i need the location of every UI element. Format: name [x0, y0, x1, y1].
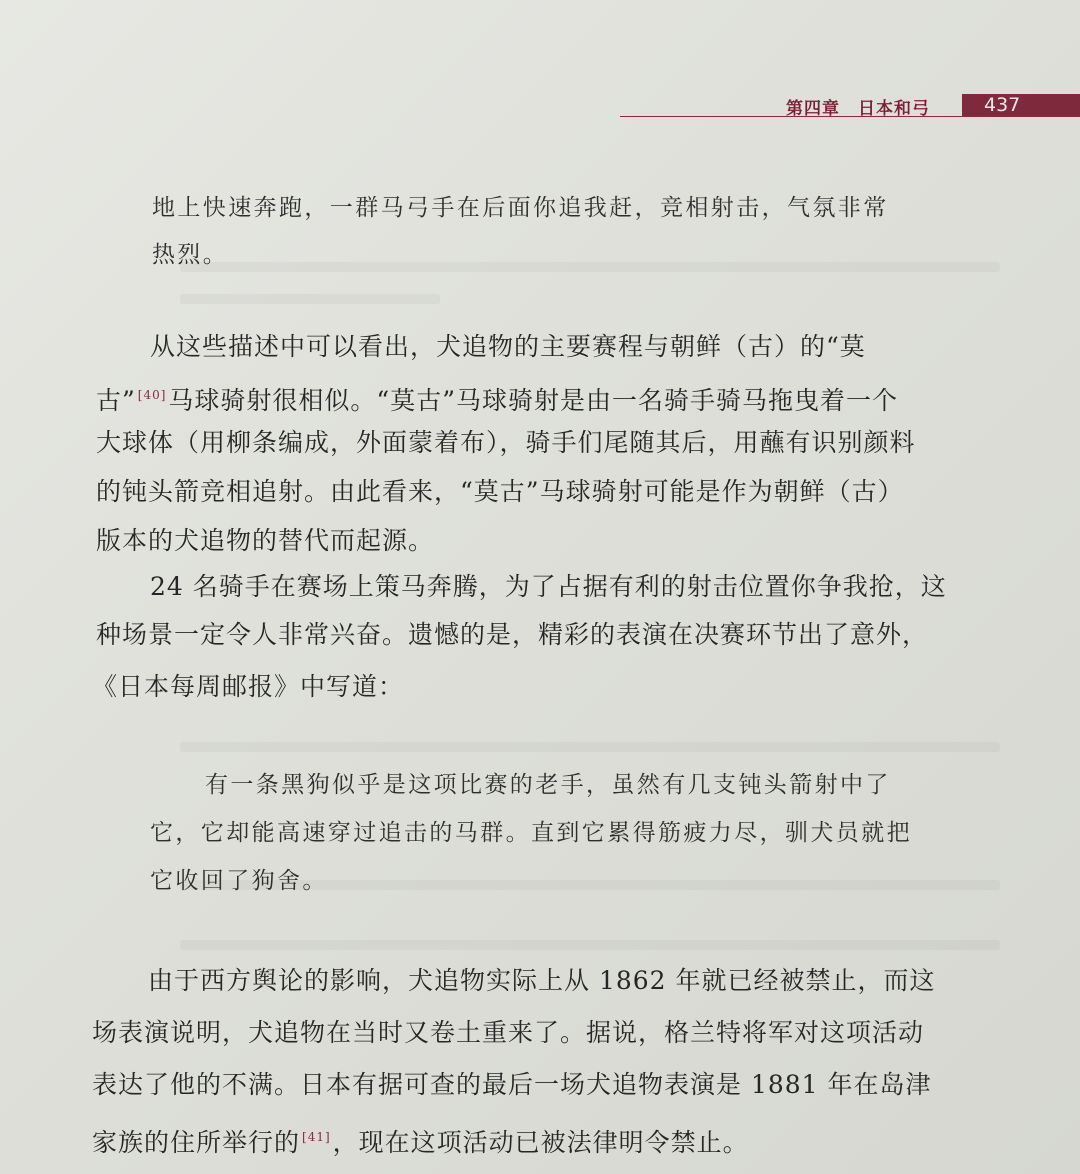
paragraph-line: 从这些描述中可以看出，犬追物的主要赛程与朝鲜（古）的“莫 — [150, 332, 866, 361]
show-through-mark — [180, 294, 440, 304]
paragraph-line: 场表演说明，犬追物在当时又卷土重来了。据说，格兰特将军对这项活动 — [92, 1018, 925, 1047]
quote-line: 热烈。 — [152, 242, 229, 268]
text-run: ，现在这项活动已被法律明令禁止。 — [332, 1128, 749, 1157]
paragraph-line: 表达了他的不满。日本有据可查的最后一场犬追物表演是 1881 年在岛津 — [92, 1070, 932, 1099]
paragraph-line: 《日本每周邮报》中写道： — [92, 672, 405, 701]
paragraph-line: 由于西方舆论的影响，犬追物实际上从 1862 年就已经被禁止，而这 — [148, 966, 936, 995]
show-through-mark — [180, 262, 1000, 272]
quote-line: 地上快速奔跑，一群马弓手在后面你追我赶，竞相射击，气氛非常 — [152, 195, 889, 221]
quote-line: 有一条黑狗似乎是这项比赛的老手，虽然有几支钝头箭射中了 — [205, 772, 891, 798]
footnote-ref: [41] — [302, 1130, 331, 1144]
show-through-mark — [180, 742, 1000, 752]
show-through-mark — [180, 940, 1000, 950]
quote-line: 它，它却能高速穿过追击的马群。直到它累得筋疲力尽，驯犬员就把 — [150, 820, 912, 846]
running-header — [0, 94, 1080, 120]
paragraph-line — [92, 1122, 749, 1158]
paragraph-line: 版本的犬追物的替代而起源。 — [96, 526, 435, 555]
text-run: 古” — [96, 386, 136, 415]
chapter-title: 第四章 日本和弓 — [786, 99, 930, 119]
paragraph-line: 种场景一定令人非常兴奋。遗憾的是，精彩的表演在决赛环节出了意外， — [96, 620, 929, 649]
paragraph-line — [96, 380, 898, 416]
paragraph-line: 的钝头箭竞相追射。由此看来，“莫古”马球骑射可能是作为朝鲜（古） — [96, 477, 904, 506]
paragraph-line: 大球体（用柳条编成，外面蒙着布），骑手们尾随其后，用蘸有识别颜料 — [96, 428, 916, 457]
page-number: 437 — [962, 94, 1080, 116]
paragraph-line: 24 名骑手在赛场上策马奔腾，为了占据有利的射击位置你争我抢，这 — [150, 572, 947, 601]
footnote-ref: [40] — [137, 388, 167, 402]
quote-line: 它收回了狗舍。 — [150, 868, 328, 894]
text-run: 马球骑射很相似。“莫古”马球骑射是由一名骑手骑马拖曳着一个 — [168, 386, 898, 415]
text-run: 家族的住所举行的 — [92, 1128, 301, 1157]
